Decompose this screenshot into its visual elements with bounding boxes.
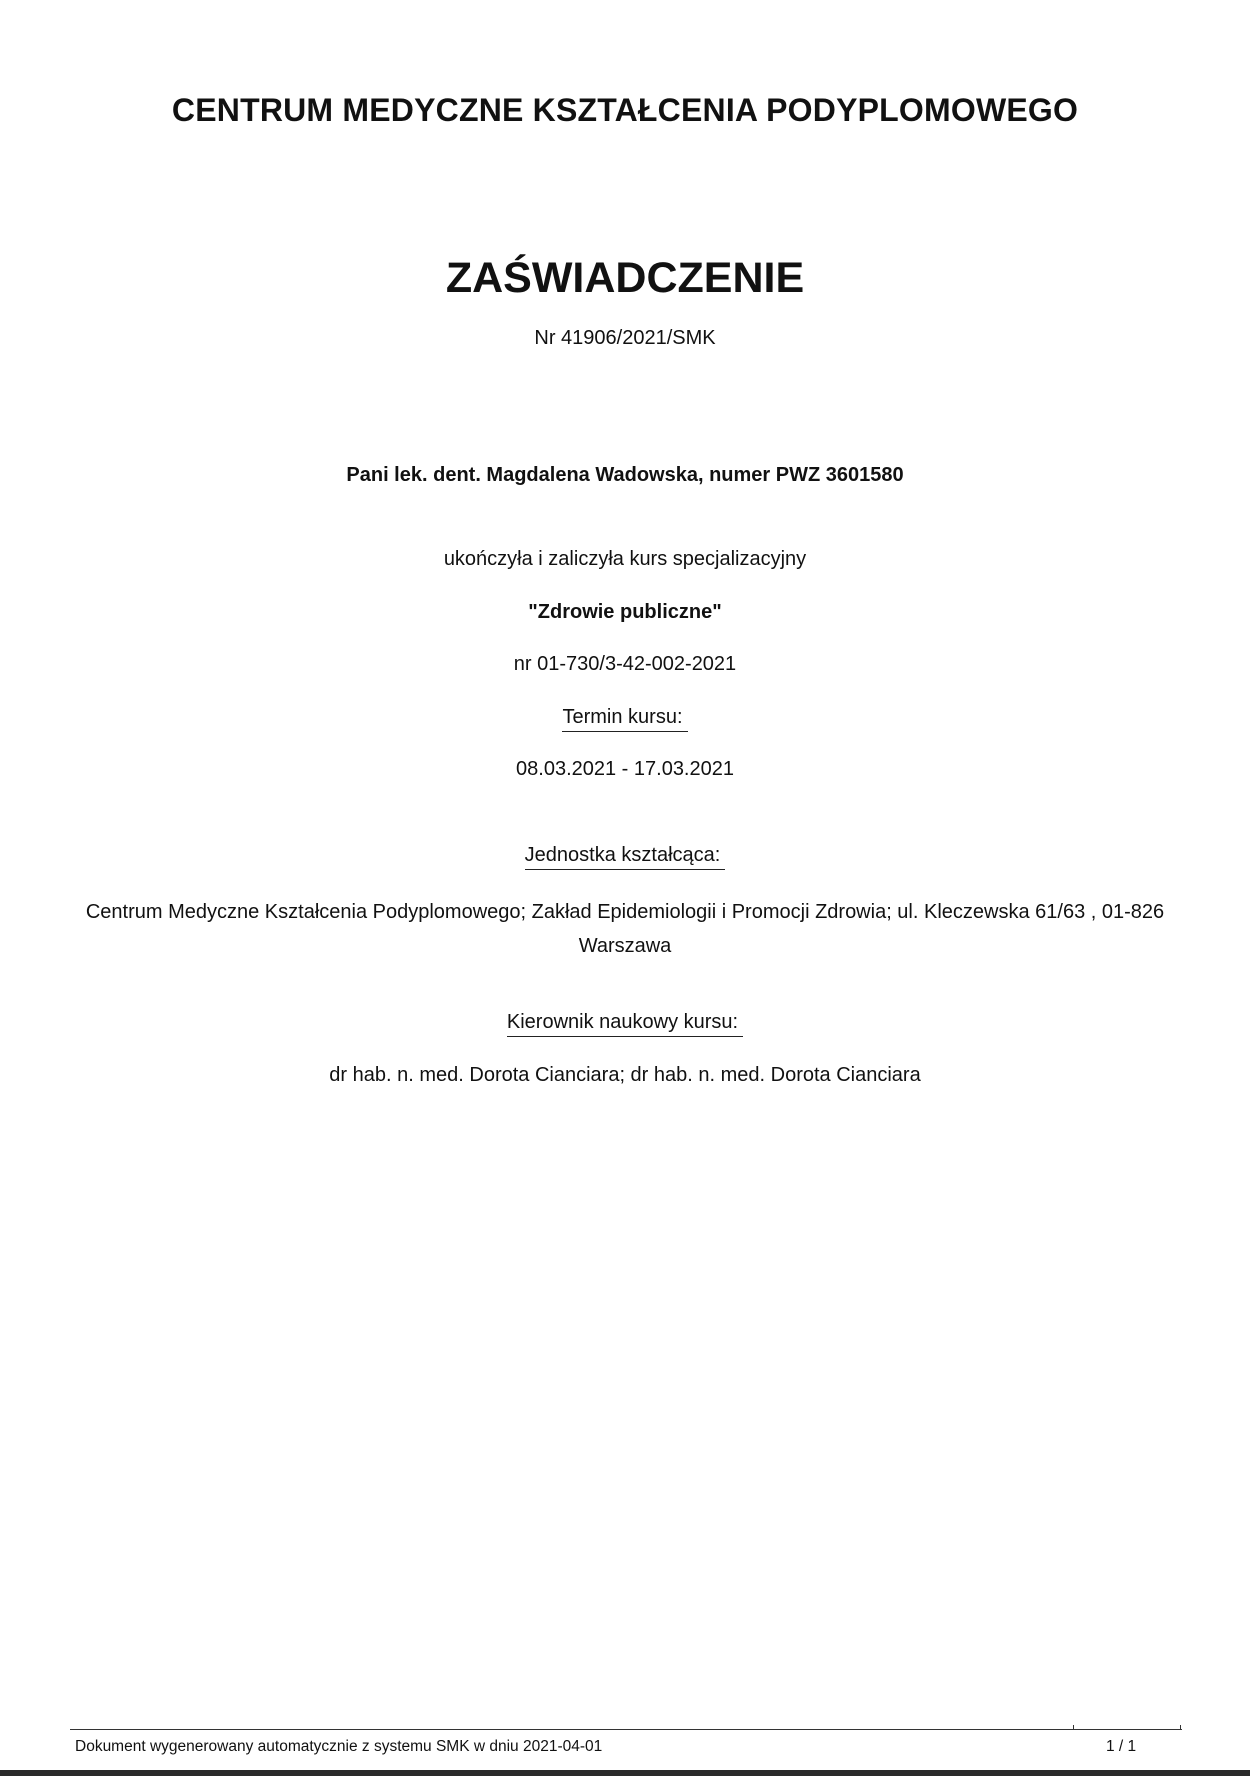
director-label (0, 1010, 1250, 1037)
document-number: Nr 41906/2021/SMK (534, 327, 716, 349)
course-number: nr 01-730/3-42-002-2021 (513, 653, 737, 675)
institution-header: CENTRUM MEDYCZNE KSZTAŁCENIA PODYPLOMOWEGO (171, 92, 1079, 128)
document-title: ZAŚWIADCZENIE (445, 254, 805, 302)
recipient-line: Pani lek. dent. Magdalena Wadowska, numer PWZ 3601580 (346, 464, 904, 486)
unit-label-text: Jednostka kształcąca: (525, 843, 726, 870)
footer-page-indicator: 1 / 1 (1106, 1738, 1137, 1755)
term-dates: 08.03.2021 - 17.03.2021 (516, 758, 734, 780)
unit-label (0, 843, 1250, 870)
course-name: "Zdrowie publiczne" (528, 601, 722, 623)
term-label-text: Termin kursu: (562, 705, 687, 732)
director-label-text: Kierownik naukowy kursu: (507, 1010, 743, 1037)
term-label (0, 705, 1250, 732)
scientific-directors: dr hab. n. med. Dorota Cianciara; dr hab. n. med. Dorota Cianciara (329, 1064, 921, 1086)
footer-divider-tick (1073, 1725, 1074, 1729)
footer-generated-note: Dokument wygenerowany automatycznie z systemu SMK w dniu 2021-04-01 (75, 1738, 603, 1755)
unit-address: Centrum Medyczne Kształcenia Podyplomowego; Zakład Epidemiologii i Promocji Zdrowia; ul. Kleczewska 61/63 , 01-826 Warszawa (85, 901, 1165, 957)
footer-divider-tick (1180, 1725, 1181, 1729)
footer-divider (70, 1729, 1182, 1730)
page-bottom-edge (0, 1770, 1250, 1776)
completion-statement: ukończyła i zaliczyła kurs specjalizacyjny (443, 548, 807, 570)
